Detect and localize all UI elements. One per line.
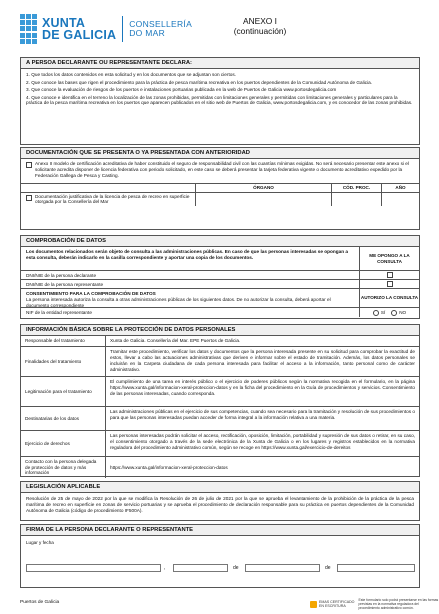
footer-note: Este formulario solo podrá presentarse en las formas previstas en la normativa reguladora del procedimiento administrativo común. bbox=[358, 598, 439, 610]
protection-value: Xunta de Galicia. Consellería del Mar. EPE Puertos de Galicia. bbox=[110, 338, 241, 343]
protection-key: Legitimación para el tratamiento bbox=[21, 377, 106, 406]
declaration-list bbox=[21, 69, 419, 111]
data-check-intro: Los documentos relacionados serán objeto de consulta a las administraciones públicas. En caso de que las personas interesadas se opongan a esta consulta, deberán indicarlo en la casilla correspondiente y aportar una copia de los documentos. bbox=[26, 249, 348, 260]
declaration-section bbox=[20, 57, 420, 145]
annex-heading bbox=[225, 17, 295, 36]
organ-cell[interactable] bbox=[195, 193, 331, 206]
protection-key: Responsable del tratamiento bbox=[21, 336, 106, 346]
documentation-item-license bbox=[21, 192, 419, 206]
consent-title: CONSENTIMIENTO PARA LA COMPROBACIÓN DE DATOS bbox=[26, 291, 156, 296]
protection-key: Contacto con la persona delegada de protección de datos y más información bbox=[21, 457, 106, 478]
col-code: CÓD. PROC. bbox=[331, 184, 381, 192]
footer-right bbox=[310, 598, 438, 610]
dni-declarant-row bbox=[21, 271, 419, 280]
protection-value: El cumplimiento de una tarea en interés público o el ejercicio de poderes públicos según la normativa recogida en el formulario, en la página https://www.xunta.gal/informacion-xeral-proteccion-datos y en la ficha del procedimiento en la Guía de procedimientos y servicios. Consentimiento de las personas interesadas, cuando corresponda. bbox=[110, 379, 415, 396]
nif-label: NIF de la entidad representante bbox=[26, 309, 92, 315]
consent-text: La persona interesada autoriza la consulta a otras administraciones públicas de los siguientes datos. De no autorizar la consulta, deberá aportar el documento correspondiente bbox=[26, 296, 331, 308]
year-input[interactable] bbox=[337, 564, 415, 572]
data-protection-section bbox=[20, 324, 420, 477]
badge-line1: EMAS CERTIFICADO bbox=[319, 600, 355, 604]
protection-row bbox=[21, 431, 419, 457]
logo-org: CONSELLERÍA DO MAR bbox=[129, 18, 193, 38]
legislation-section bbox=[20, 481, 420, 521]
authorize-options bbox=[359, 308, 419, 317]
protection-row bbox=[21, 336, 419, 347]
authorize-no-label: NO bbox=[399, 309, 407, 315]
xunta-emblem-icon bbox=[20, 14, 38, 44]
legislation-text: Resolución de 25 de mayo de 2022 por la que se modifica la Resolución de 26 de julio de 2021 por la que se aprueba el levantamiento de la prohibición de la práctica de la pesca marítima de recreo en superficie en zonas de servicio portuarias y se aprueba el procedimiento de declaración responsable para su práctica en puertos dependientes de la Comunidad Autónoma de Galicia (código de procedimiento IF500A). bbox=[26, 496, 414, 513]
year-cell[interactable] bbox=[381, 193, 419, 206]
protection-row bbox=[21, 407, 419, 431]
data-check-title: COMPROBACIÓN DE DATOS bbox=[21, 236, 419, 247]
day-input[interactable] bbox=[173, 564, 228, 572]
license-cell bbox=[21, 193, 195, 206]
protection-link[interactable]: https://www.xunta.gal/informacion-xeral-proteccion-datos bbox=[110, 464, 228, 470]
logo-divider bbox=[122, 16, 123, 42]
protection-row bbox=[21, 457, 419, 478]
protection-value: Tramitar este procedimiento, verificar los datos y documentos que la persona interesada presente en su solicitud para comprobar la exactitud de estos, llevar a cabo las actuaciones administrativas que deriven e informar sobre el estado de tramitación. Además, los datos personales se incluirán en la Carpeta ciudadana de cada persona interesada para facilitar el acceso a la información, tanto personal como de carácter administrativo. bbox=[110, 349, 415, 372]
authorize-yes-radio[interactable] bbox=[373, 310, 379, 316]
data-protection-title: INFORMACIÓN BÁSICA SOBRE LA PROTECCIÓN DE DATOS PERSONALES bbox=[21, 325, 419, 336]
xunta-logo bbox=[20, 14, 192, 44]
declaration-title: A PERSOA DECLARANTE OU REPRESENTANTE DECLARA: bbox=[21, 58, 419, 69]
declaration-item: 2. Que conoce las bases que rigen el procedimiento para la práctica de pesca marítima recreativa en los puertos dependientes de la Comunidad Autónoma de Galicia. bbox=[26, 79, 373, 85]
place-input[interactable] bbox=[26, 564, 161, 572]
place-date-comma: , bbox=[164, 565, 166, 571]
oppose-dni-representative-checkbox[interactable] bbox=[387, 281, 393, 287]
certification-badge-icon bbox=[310, 601, 317, 608]
date-separator-de: de bbox=[233, 565, 239, 571]
protection-key: Ejercicio de derechos bbox=[21, 431, 106, 456]
dni-declarant-label: DNI/NIE de la persona declarante bbox=[26, 272, 97, 278]
declaration-item: 4. Que conoce e identifica en el terreno la localización de las zonas prohibidas, permitidas con limitaciones generales y permitidas con limitaciones generales y particulares para la práctica de la pesca marítima recreativa en los puertos que aparecen publicados en el sitio web de Puertos de Galicia, www.portosdegalicia.com, y es conocedor de las zonas prohibidas. bbox=[26, 94, 413, 106]
license-checkbox[interactable] bbox=[26, 195, 32, 201]
protection-value: Las administraciones públicas en el ejercicio de sus competencias, cuando sea necesario para la tramitación y resolución de sus procedimientos o para que las personas interesadas puedan acceder de forma integral a la información relativa a una materia. bbox=[110, 409, 415, 420]
documentation-item-insurance bbox=[21, 159, 419, 181]
annex-subtitle: (continuación) bbox=[233, 25, 287, 36]
badge-line2: EN ESCRITURA bbox=[319, 604, 346, 608]
authorize-yes-label: SÍ bbox=[380, 309, 386, 315]
col-blank bbox=[21, 184, 195, 192]
authorize-no-radio[interactable] bbox=[391, 310, 397, 316]
protection-row bbox=[21, 347, 419, 377]
data-check-section bbox=[20, 235, 420, 319]
signature-section bbox=[20, 524, 420, 588]
oppose-label: ME OPONGO A LA CONSULTA bbox=[359, 247, 419, 270]
insurance-text: Anexo II modelo de certificación acreditativa de haber constituido el seguro de responsabilidad civil con las cuantías mínimas exigidas. No será necesario presentar este anexo si el solicitante acredita disponer de licencia federativa con periodo solicitado, en este caso se deberá presentar la tarjeta federativa vigente o documento acreditativo expedido por la Federación Gallega de Pesca y Casting. bbox=[35, 161, 409, 178]
signature-title: FIRMA DE LA PERSONA DECLARANTE O REPRESENTANTE bbox=[21, 525, 419, 536]
month-input[interactable] bbox=[245, 564, 320, 572]
protection-key: Finalidades del tratamiento bbox=[21, 347, 106, 376]
annex-title: ANEXO I bbox=[243, 16, 277, 26]
declaration-item: 1. Que todos los datos contenidos en esta solicitud y en los documentos que se adjuntan son ciertos. bbox=[26, 72, 237, 77]
footer-org: Puertos de Galicia bbox=[20, 600, 60, 605]
protection-value: Las personas interesadas podrán solicitar el acceso, rectificación, oposición, limitación, portabilidad y supresión de sus datos o retirar, en su caso, el consentimiento otorgado a través de la sede electrónica de la Xunta de Galicia o en los lugares y registros establecidos en la normativa reguladora del procedimiento administrativo común, según se recoge en https://www.xunta.gal/exercicio-de-dereitos bbox=[110, 433, 415, 450]
license-text: Documentación justificativa de la licencia de pesca de recreo en superficie otorgada por la Consellería del Mar bbox=[35, 193, 190, 205]
header bbox=[20, 12, 420, 50]
data-check-intro-row bbox=[21, 247, 419, 271]
nif-row bbox=[21, 308, 419, 317]
authorize-label: AUTORIZO LA CONSULTA bbox=[359, 289, 419, 307]
oppose-dni-declarant-checkbox[interactable] bbox=[387, 272, 393, 278]
col-year: AÑO bbox=[381, 184, 419, 192]
date-separator-de: de bbox=[325, 565, 331, 571]
protection-row bbox=[21, 377, 419, 407]
documentation-title: DOCUMENTACIÓN QUE SE PRESENTA O YA PRESENTADA CON ANTERIORIDAD bbox=[21, 148, 419, 159]
logo-text: XUNTA DE GALICIA bbox=[42, 16, 117, 42]
code-cell[interactable] bbox=[331, 193, 381, 206]
declaration-item: 3. Que conoce la evaluación de riesgos de los puertos e instalaciones portuarias publicada en la web de Puertos de Galicia www.portosdegalicia.com bbox=[26, 87, 337, 92]
col-organ: ÓRGANO bbox=[195, 184, 331, 192]
dni-representative-row bbox=[21, 280, 419, 289]
protection-key: Destinatarias de los datos bbox=[21, 407, 106, 430]
documentation-section bbox=[20, 147, 420, 230]
dni-representative-label: DNI/NIE de la persona representante bbox=[26, 281, 104, 287]
insurance-checkbox[interactable] bbox=[26, 162, 32, 168]
place-date-label: Lugar y fecha bbox=[26, 540, 54, 545]
documentation-table-header bbox=[21, 183, 419, 192]
consent-row bbox=[21, 289, 419, 308]
legislation-title: LEGISLACIÓN APLICABLE bbox=[21, 482, 419, 493]
certification-badge bbox=[310, 600, 354, 608]
consent-block bbox=[21, 289, 359, 307]
